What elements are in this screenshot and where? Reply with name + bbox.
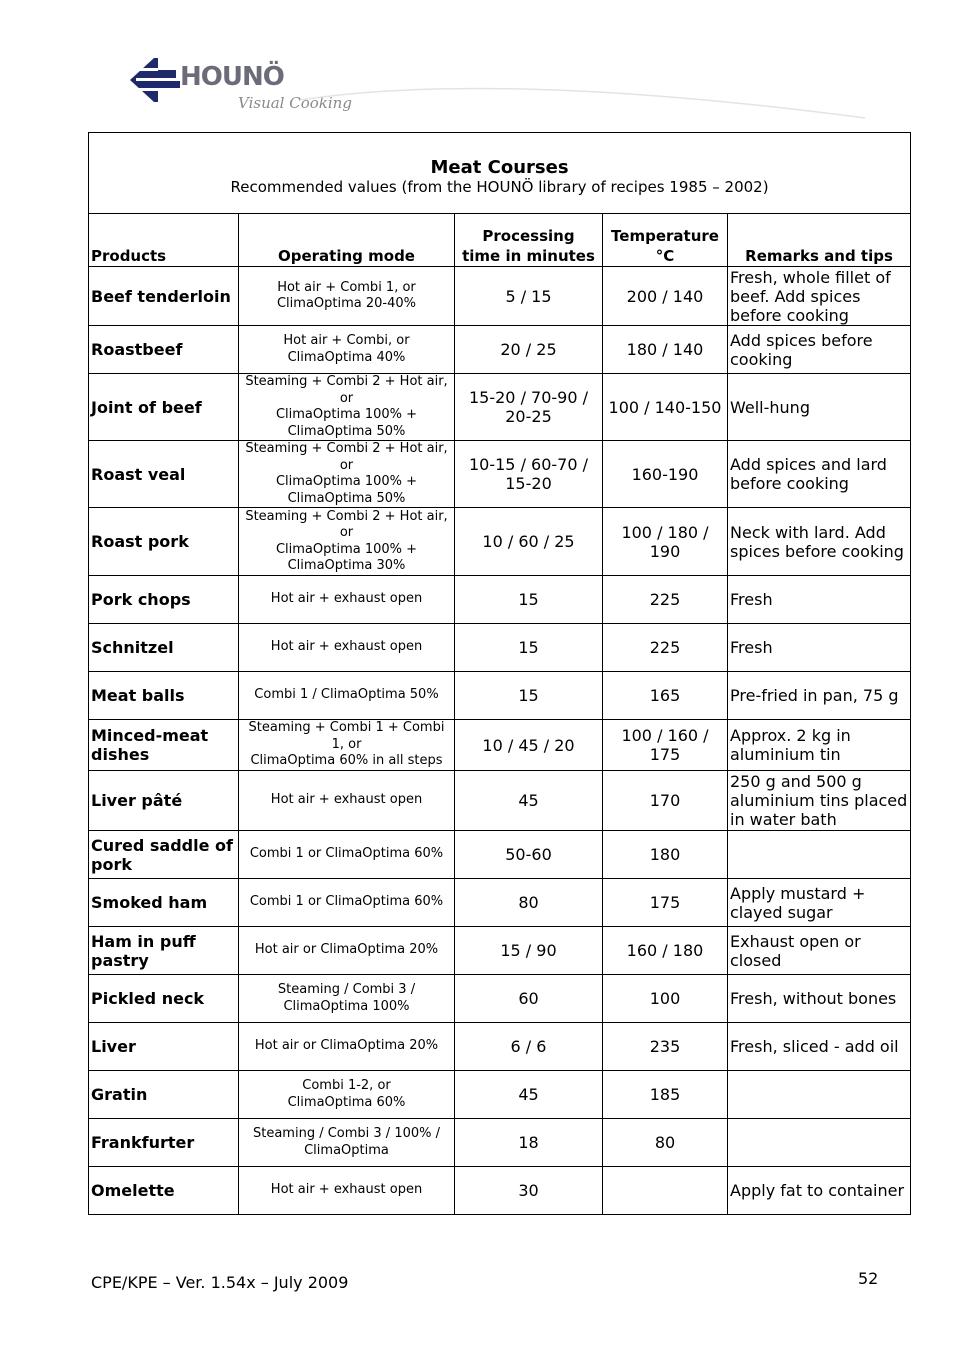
processing-time-cell: 15 / 90 xyxy=(455,927,603,975)
operating-mode-cell: Hot air or ClimaOptima 20% xyxy=(239,1023,455,1071)
brand-tagline: Visual Cooking xyxy=(238,94,352,112)
operating-mode-cell: Combi 1 / ClimaOptima 50% xyxy=(239,672,455,720)
processing-time-cell: 45 xyxy=(455,1071,603,1119)
product-cell: Schnitzel xyxy=(89,624,239,672)
table-body xyxy=(89,267,911,1215)
processing-time-cell: 10 / 60 / 25 xyxy=(455,508,603,576)
processing-time-cell: 15 xyxy=(455,672,603,720)
product-cell: Smoked ham xyxy=(89,879,239,927)
processing-time-line1: Processing xyxy=(482,227,575,245)
processing-time-cell: 30 xyxy=(455,1167,603,1215)
remarks-cell: 250 g and 500 g aluminium tins placed in water bath xyxy=(728,771,911,831)
remarks-cell xyxy=(728,831,911,879)
remarks-cell: Fresh xyxy=(728,576,911,624)
operating-mode-cell: Hot air + exhaust open xyxy=(239,624,455,672)
product-cell: Ham in puff pastry xyxy=(89,927,239,975)
product-cell: Minced-meat dishes xyxy=(89,720,239,771)
operating-mode-cell: Combi 1 or ClimaOptima 60% xyxy=(239,831,455,879)
processing-time-cell: 80 xyxy=(455,879,603,927)
operating-mode-cell: Steaming + Combi 2 + Hot air, or ClimaOptima 100% + ClimaOptima 50% xyxy=(239,441,455,508)
table-row xyxy=(89,975,911,1023)
processing-time-cell: 15 xyxy=(455,576,603,624)
table-row xyxy=(89,720,911,771)
processing-time-cell: 5 / 15 xyxy=(455,267,603,326)
table-row xyxy=(89,576,911,624)
table-title-cell xyxy=(89,133,911,214)
table-row xyxy=(89,831,911,879)
operating-mode-cell: Combi 1-2, or ClimaOptima 60% xyxy=(239,1071,455,1119)
product-cell: Omelette xyxy=(89,1167,239,1215)
operating-mode-cell: Hot air + exhaust open xyxy=(239,576,455,624)
product-cell: Roast veal xyxy=(89,441,239,508)
operating-mode-cell: Hot air + exhaust open xyxy=(239,1167,455,1215)
temperature-cell: 80 xyxy=(603,1119,728,1167)
temperature-cell: 165 xyxy=(603,672,728,720)
processing-time-cell: 50-60 xyxy=(455,831,603,879)
table-row xyxy=(89,1119,911,1167)
temperature-cell: 170 xyxy=(603,771,728,831)
temperature-cell xyxy=(603,1167,728,1215)
product-cell: Roastbeef xyxy=(89,326,239,374)
page-number: 52 xyxy=(858,1269,879,1288)
product-cell: Pork chops xyxy=(89,576,239,624)
remarks-cell: Neck with lard. Add spices before cooking xyxy=(728,508,911,576)
remarks-cell: Add spices and lard before cooking xyxy=(728,441,911,508)
temperature-cell: 175 xyxy=(603,879,728,927)
product-cell: Liver xyxy=(89,1023,239,1071)
processing-time-line2: time in minutes xyxy=(462,247,595,265)
table-row xyxy=(89,624,911,672)
temperature-cell: 160 / 180 xyxy=(603,927,728,975)
table-row xyxy=(89,267,911,326)
table-row xyxy=(89,1167,911,1215)
product-cell: Roast pork xyxy=(89,508,239,576)
operating-mode-cell: Steaming / Combi 3 / 100% / ClimaOptima xyxy=(239,1119,455,1167)
processing-time-cell: 10-15 / 60-70 / 15-20 xyxy=(455,441,603,508)
table-row xyxy=(89,441,911,508)
remarks-cell xyxy=(728,1119,911,1167)
temperature-cell: 225 xyxy=(603,624,728,672)
temperature-cell: 100 / 140-150 xyxy=(603,374,728,441)
column-header-products: Products xyxy=(89,214,239,267)
temperature-cell: 100 xyxy=(603,975,728,1023)
operating-mode-cell: Steaming + Combi 1 + Combi 1, or ClimaOptima 60% in all steps xyxy=(239,720,455,771)
remarks-cell: Add spices before cooking xyxy=(728,326,911,374)
processing-time-cell: 6 / 6 xyxy=(455,1023,603,1071)
column-header-processing-time xyxy=(455,214,603,267)
temperature-cell: 235 xyxy=(603,1023,728,1071)
remarks-cell: Fresh, whole fillet of beef. Add spices before cooking xyxy=(728,267,911,326)
remarks-cell: Approx. 2 kg in aluminium tin xyxy=(728,720,911,771)
remarks-cell: Exhaust open or closed xyxy=(728,927,911,975)
processing-time-cell: 15-20 / 70-90 / 20-25 xyxy=(455,374,603,441)
product-cell: Cured saddle of pork xyxy=(89,831,239,879)
product-cell: Gratin xyxy=(89,1071,239,1119)
table-row xyxy=(89,508,911,576)
temperature-cell: 225 xyxy=(603,576,728,624)
table-row xyxy=(89,374,911,441)
processing-time-cell: 10 / 45 / 20 xyxy=(455,720,603,771)
remarks-cell: Fresh, without bones xyxy=(728,975,911,1023)
product-cell: Beef tenderloin xyxy=(89,267,239,326)
temperature-cell: 180 / 140 xyxy=(603,326,728,374)
table-row xyxy=(89,1023,911,1071)
table-row xyxy=(89,326,911,374)
column-header-temperature xyxy=(603,214,728,267)
table-row xyxy=(89,1071,911,1119)
processing-time-cell: 45 xyxy=(455,771,603,831)
product-cell: Joint of beef xyxy=(89,374,239,441)
operating-mode-cell: Hot air + Combi, or ClimaOptima 40% xyxy=(239,326,455,374)
operating-mode-cell: Hot air or ClimaOptima 20% xyxy=(239,927,455,975)
meat-courses-table xyxy=(88,132,911,1215)
product-cell: Frankfurter xyxy=(89,1119,239,1167)
remarks-cell: Well-hung xyxy=(728,374,911,441)
processing-time-cell: 60 xyxy=(455,975,603,1023)
remarks-cell: Apply fat to container xyxy=(728,1167,911,1215)
processing-time-cell: 15 xyxy=(455,624,603,672)
processing-time-cell: 20 / 25 xyxy=(455,326,603,374)
table-subtitle: Recommended values (from the HOUNÖ library of recipes 1985 – 2002) xyxy=(230,177,769,196)
table-row xyxy=(89,879,911,927)
remarks-cell: Apply mustard + clayed sugar xyxy=(728,879,911,927)
table-row xyxy=(89,672,911,720)
column-header-operating-mode: Operating mode xyxy=(239,214,455,267)
remarks-cell: Fresh, sliced - add oil xyxy=(728,1023,911,1071)
operating-mode-cell: Steaming + Combi 2 + Hot air, or ClimaOptima 100% + ClimaOptima 50% xyxy=(239,374,455,441)
temperature-line1: Temperature xyxy=(611,227,719,245)
temperature-cell: 200 / 140 xyxy=(603,267,728,326)
table-row xyxy=(89,927,911,975)
processing-time-cell: 18 xyxy=(455,1119,603,1167)
remarks-cell xyxy=(728,1071,911,1119)
operating-mode-cell: Steaming / Combi 3 / ClimaOptima 100% xyxy=(239,975,455,1023)
temperature-cell: 185 xyxy=(603,1071,728,1119)
temperature-line2: °C xyxy=(655,247,675,265)
footer-version: CPE/KPE – Ver. 1.54x – July 2009 xyxy=(91,1273,349,1292)
operating-mode-cell: Steaming + Combi 2 + Hot air, or ClimaOptima 100% + ClimaOptima 30% xyxy=(239,508,455,576)
product-cell: Liver pâté xyxy=(89,771,239,831)
operating-mode-cell: Hot air + Combi 1, or ClimaOptima 20-40% xyxy=(239,267,455,326)
logo-mark-icon xyxy=(128,54,180,106)
remarks-cell: Pre-fried in pan, 75 g xyxy=(728,672,911,720)
temperature-cell: 100 / 180 / 190 xyxy=(603,508,728,576)
product-cell: Pickled neck xyxy=(89,975,239,1023)
product-cell: Meat balls xyxy=(89,672,239,720)
brand-name: HOUNÖ xyxy=(180,62,284,92)
remarks-cell: Fresh xyxy=(728,624,911,672)
table-title: Meat Courses xyxy=(430,156,569,178)
table-row xyxy=(89,771,911,831)
temperature-cell: 180 xyxy=(603,831,728,879)
header-decoration xyxy=(300,80,865,120)
column-header-remarks: Remarks and tips xyxy=(728,214,911,267)
operating-mode-cell: Combi 1 or ClimaOptima 60% xyxy=(239,879,455,927)
temperature-cell: 100 / 160 / 175 xyxy=(603,720,728,771)
operating-mode-cell: Hot air + exhaust open xyxy=(239,771,455,831)
temperature-cell: 160-190 xyxy=(603,441,728,508)
